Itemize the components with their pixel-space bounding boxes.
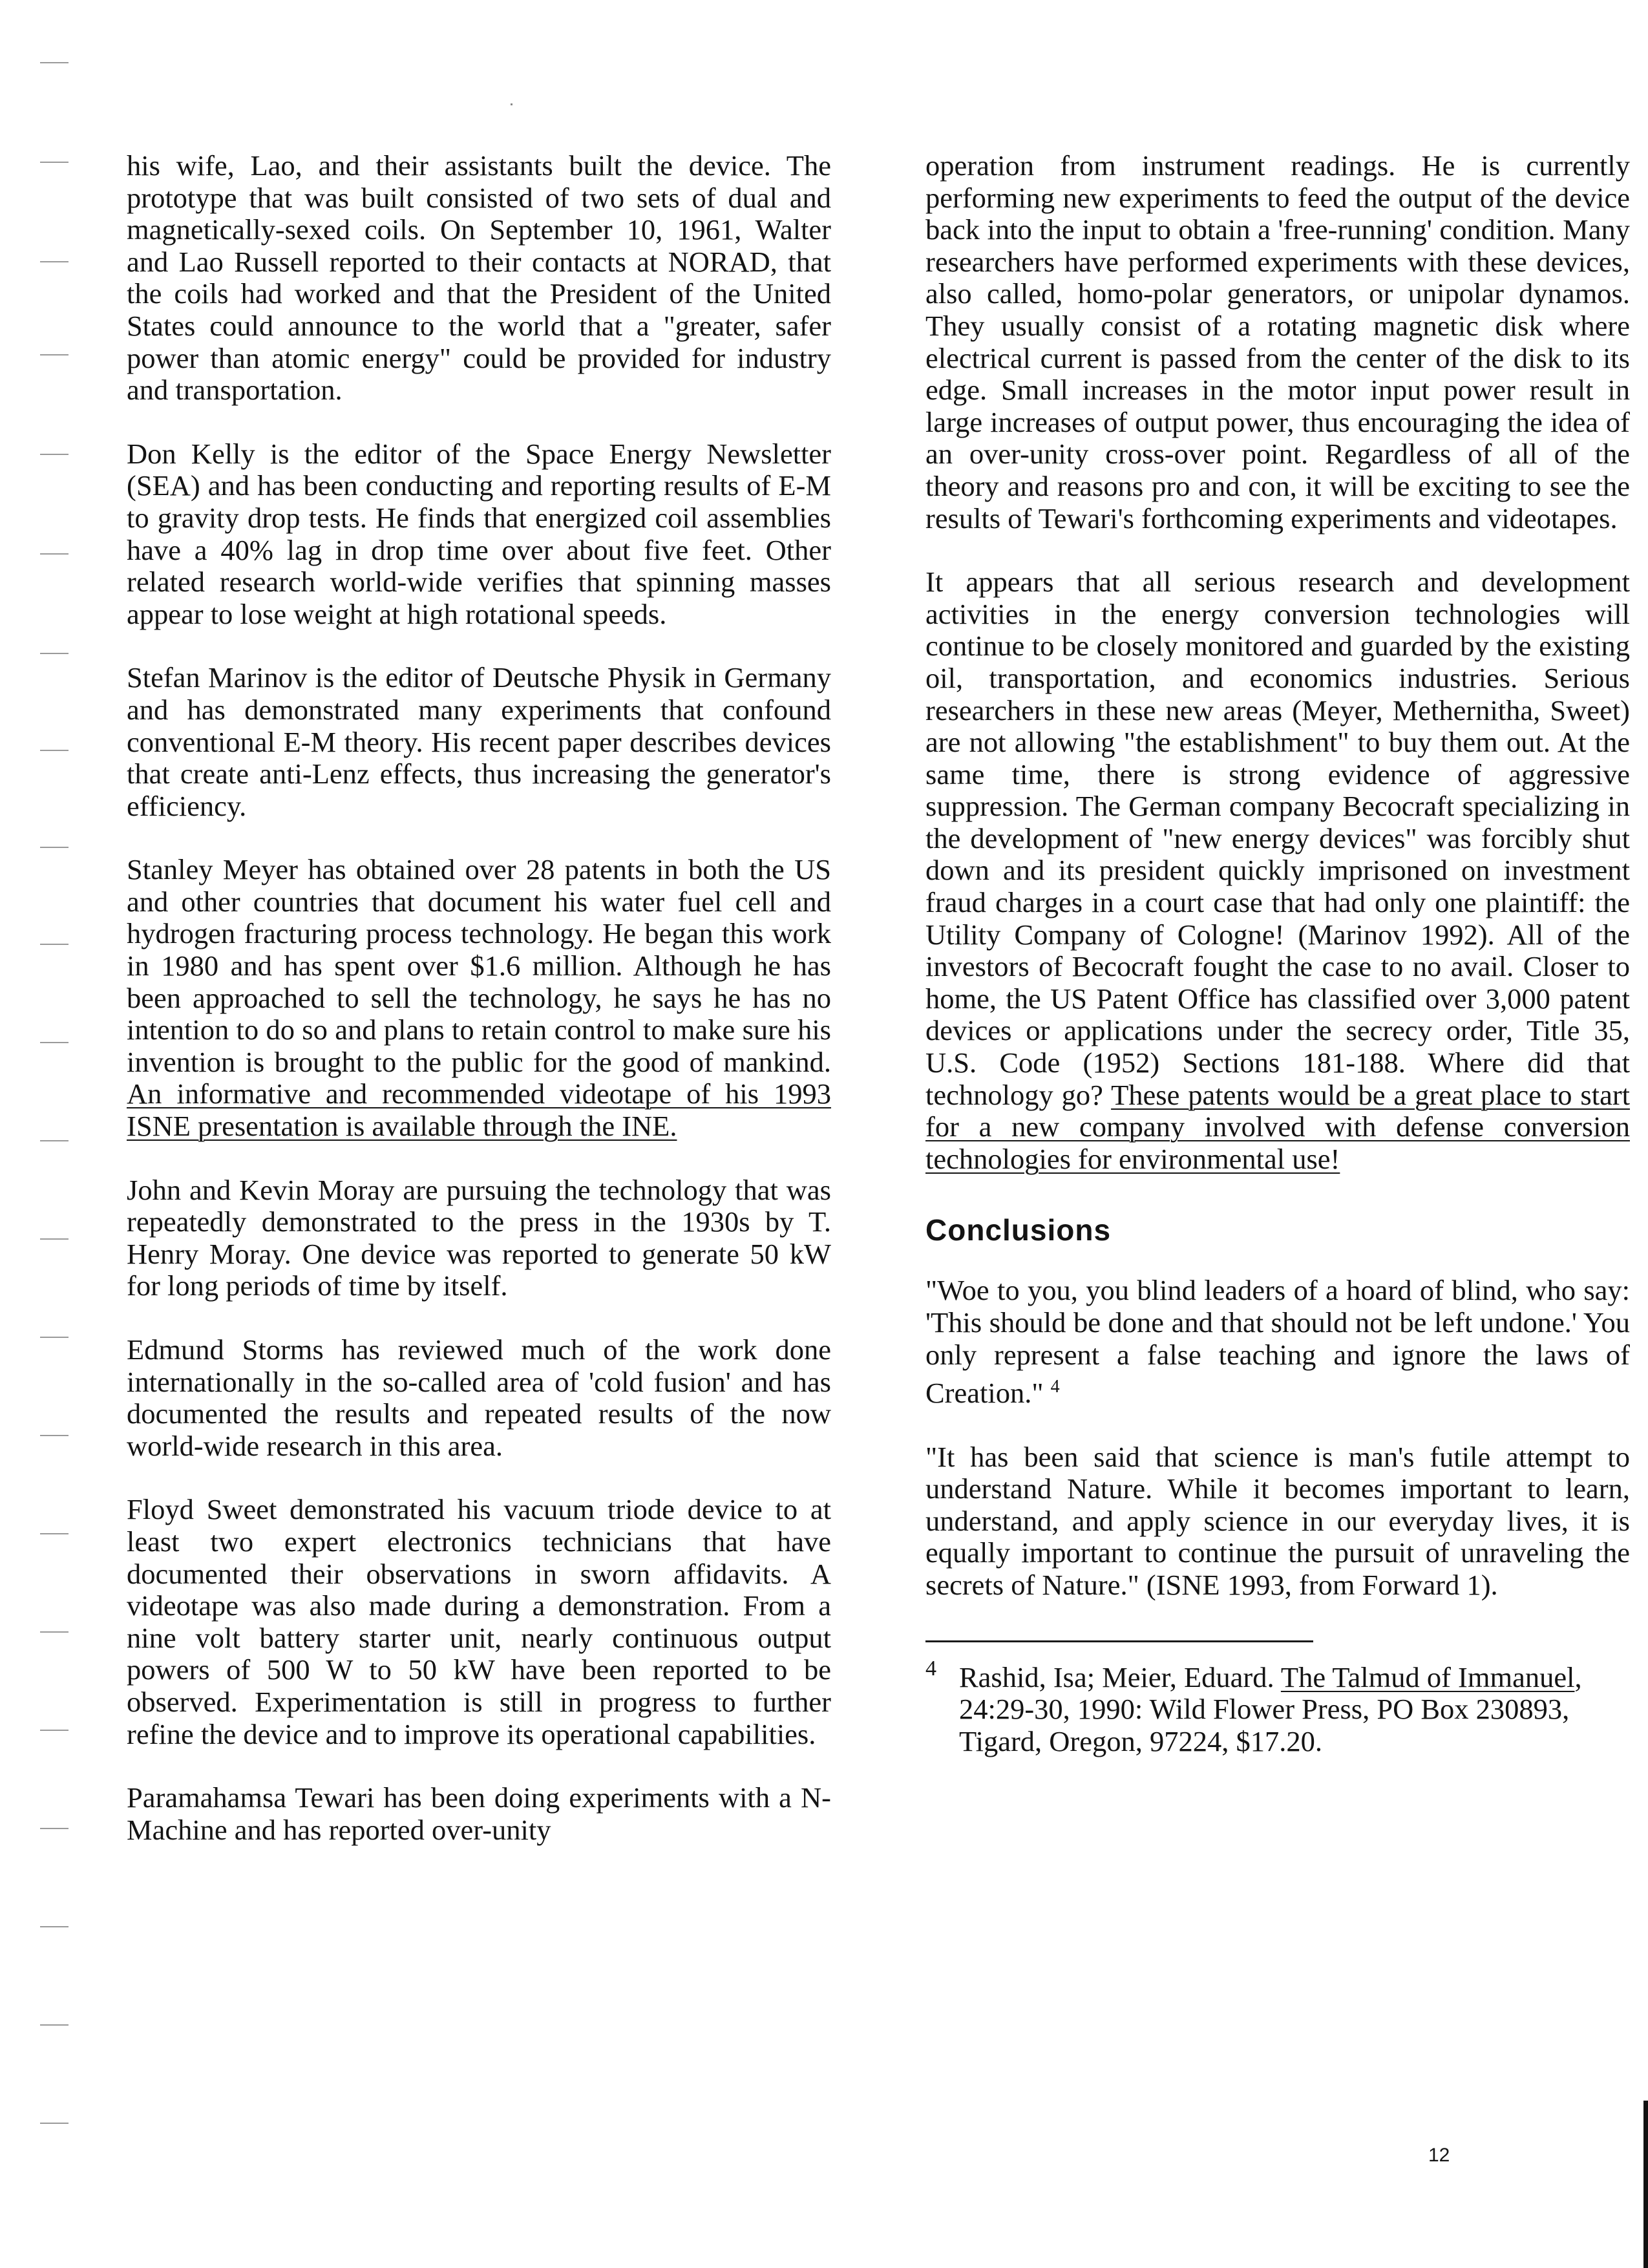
page-number: 12 (1428, 2145, 1450, 2166)
paragraph-russell: his wife, Lao, and their assistants built the device. The prototype that was built consisted of two sets of dual and magnetically-sexed coils. On September 10, 1961, Walter and Lao Russell reported to their contacts at NORAD, that the coils had worked and that the President of the United States could announce to the world that a "greater, safer power than atomic energy" could be provided for industry and transportation. (127, 149, 831, 407)
meyer-text: Stanley Meyer has obtained over 28 patents in both the US and other countries that document his water fuel cell and hydrogen fracturing process technology. He began this work in 1980 and has spent over $1.6 million. Although he has been approached to sell the technology, he says he has no intention to do so and plans to retain control to make sure his invention is brought to the public for the good of mankind. (127, 853, 831, 1078)
paragraph-moray: John and Kevin Moray are pursuing the technology that was repeatedly demonstrated to the press in the 1930s by T. Henry Moray. One device was reported to generate 50 kW for long periods of time by itself. (127, 1173, 831, 1302)
quote-creation (925, 1275, 1630, 1409)
margin-mark (40, 653, 69, 654)
margin-mark (40, 454, 69, 455)
footnote-mark: 4 (925, 1656, 936, 1680)
margin-mark (40, 1042, 69, 1043)
patents-note: These patents would be a great place to start for a new company involved with defense conversion technologies for environmental use! (925, 1078, 1631, 1175)
margin-mark (40, 1533, 69, 1534)
quote-science: "It has been said that science is man's futile attempt to understand Nature. While it becomes important to learn, understand, and apply science in our everyday lives, it is equally important to continue the pursuit of unraveling the secrets of Nature." (ISNE 1993, from Forward 1). (925, 1440, 1630, 1601)
paragraph-tewari-continued: operation from instrument readings. He is currently performing new experiments to feed the output of the device back into the input to obtain a 'free-running' condition. Many researchers have performed experiments with these devices, also called, homo-polar generators, or unipolar dynamos. They usually consist of a rotating magnetic disk where electrical current is passed from the center of the disk to its edge. Small increases in the motor input power result in large increases of output power, thus encouraging the idea of an over-unity cross-over point. Regardless of all of the theory and reasons pro and con, it will be exciting to see the results of Tewari's forthcoming experiments and videotapes. (925, 149, 1630, 535)
scan-speck (511, 103, 512, 105)
margin-mark (40, 2123, 69, 2124)
paragraph-storms: Edmund Storms has reviewed much of the work done internationally in the so-called area of 'cold fusion' and has documented the results and repeated results of the now world-wide research in this area. (127, 1333, 831, 1462)
margin-mark (40, 261, 69, 262)
paragraph-suppression (925, 566, 1630, 1175)
scan-edge-bar (1643, 2101, 1648, 2268)
margin-mark (40, 944, 69, 945)
margin-mark (40, 1238, 69, 1240)
margin-mark (40, 847, 69, 848)
margin-mark (40, 750, 69, 751)
right-column (925, 150, 1630, 1757)
margin-mark (40, 1730, 69, 1731)
footnote-divider (925, 1640, 1313, 1642)
quote-creation-text: "Woe to you, you blind leaders of a hoard of blind, who say: 'This should be done and that should not be left undone.' You only represent a false teaching and ignore the laws of Creation." (925, 1274, 1630, 1410)
suppression-text: It appears that all serious research and development activities in the energy conversion technologies will continue to be closely monitored and guarded by the existing oil, transportation, and economics industries. Serious researchers in these new areas (Meyer, Methernitha, Sweet) are not allowing "the establishment" to buy them out. At the same time, there is strong evidence of aggressive suppression. The German company Becocraft specializing in the development of "new energy devices" was forcibly shut down and its president quickly imprisoned on investment fraud charges in a court case that had only one plaintiff: the Utility Company of Cologne! (Marinov 1992). All of the investors of Becocraft fought the case to no avail. Closer to home, the US Patent Office has classified over 3,000 patent devices or applications under the secrecy order, Title 35, U.S. Code (1952) Sections 181-188. Where did that technology go? (925, 566, 1630, 1111)
paragraph-tewari: Paramahamsa Tewari has been doing experiments with a N-Machine and has reported over-unity (127, 1781, 831, 1846)
margin-mark (40, 1435, 69, 1436)
margin-mark (40, 1140, 69, 1141)
margin-mark (40, 1337, 69, 1338)
left-column (127, 150, 831, 1878)
videotape-note: An informative and recommended videotape of his 1993 ISNE presentation is available through the INE. (127, 1077, 831, 1143)
margin-mark (40, 1828, 69, 1829)
paragraph-sweet: Floyd Sweet demonstrated his vacuum triode device to at least two expert electronics technicians that have documented their observations in sworn affidavits. A videotape was also made during a demonstration. From a nine volt battery starter unit, nearly continuous output powers of 500 W to 50 kW have been reported to be observed. Experimentation is still in progress to further refine the device and to improve its operational capabilities. (127, 1493, 831, 1750)
margin-mark (40, 62, 69, 63)
margin-mark (40, 553, 69, 555)
margin-mark (40, 1631, 69, 1633)
section-heading-conclusions: Conclusions (925, 1213, 1112, 1247)
paragraph-meyer (127, 854, 831, 1142)
margin-mark (40, 2024, 69, 2026)
footnote-title: The Talmud of Immanuel (1280, 1660, 1575, 1693)
margin-mark (40, 162, 69, 163)
footnote-details: , 24:29-30, 1990: Wild Flower Press, PO Box 230893, Tigard, Oregon, 97224, $17.20. (959, 1660, 1582, 1757)
footnote-authors: Rashid, Isa; Meier, Eduard. (959, 1660, 1274, 1693)
margin-mark (40, 354, 69, 355)
paragraph-marinov: Stefan Marinov is the editor of Deutsche Physik in Germany and has demonstrated many experiments that confound conventional E-M theory. His recent paper describes devices that create anti-Lenz effects, thus increasing the generator's efficiency. (127, 661, 831, 822)
paragraph-kelly: Don Kelly is the editor of the Space Energy Newsletter (SEA) and has been conducting and reporting results of E-M to gravity drop tests. He finds that energized coil assemblies have a 40% lag in drop time over about five feet. Other related research world-wide verifies that spinning masses appear to lose weight at high rotational speeds. (127, 437, 831, 630)
footnote (925, 1656, 1630, 1758)
footnote-reference: 4 (1050, 1377, 1060, 1397)
margin-mark (40, 1926, 69, 1927)
